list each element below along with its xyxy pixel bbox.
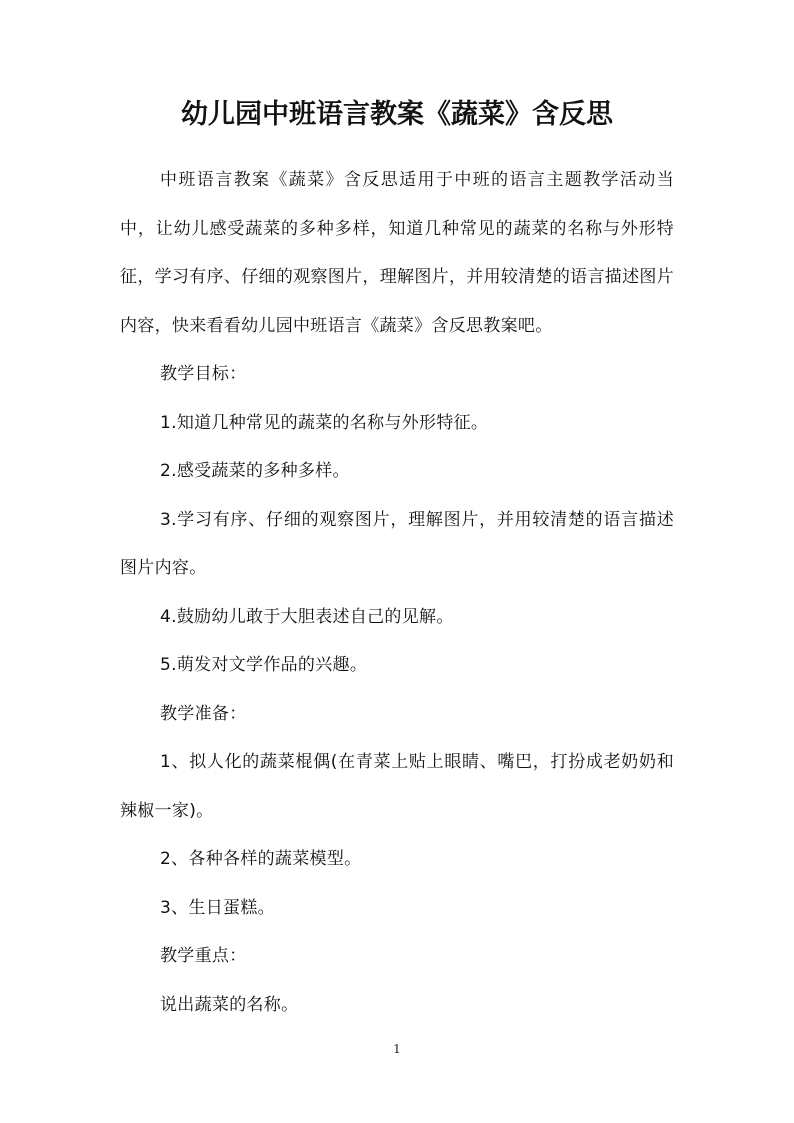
objective-item: 4.鼓励幼儿敢于大胆表述自己的见解。 [160, 606, 454, 627]
document-body [120, 156, 674, 1029]
document-title: 幼儿园中班语言教案《蔬菜》含反思 [181, 99, 613, 130]
preparation-item: 3、生日蛋糕。 [160, 897, 275, 918]
page-number: 1 [393, 1042, 401, 1056]
section-heading-objectives: 教学目标： [160, 364, 247, 384]
objective-item: 5.萌发对文学作品的兴趣。 [160, 655, 368, 675]
preparation-item: 2、各种各样的蔬菜模型。 [160, 849, 362, 869]
key-point-item: 说出蔬菜的名称。 [160, 994, 299, 1015]
objective-item: 3.学习有序、仔细的观察图片，理解图片，并用较清楚的语言描述图片内容。 [120, 509, 674, 578]
objective-item: 1.知道几种常见的蔬菜的名称与外形特征。 [160, 412, 489, 433]
objective-item: 2.感受蔬菜的多种多样。 [160, 461, 350, 481]
preparation-item: 1、拟人化的蔬菜棍偶(在青菜上贴上眼睛、嘴巴，打扮成老奶奶和辣椒一家)。 [120, 752, 674, 821]
section-heading-preparation: 教学准备： [160, 703, 247, 724]
section-heading-key-points: 教学重点： [160, 946, 247, 966]
intro-paragraph: 中班语言教案《蔬菜》含反思适用于中班的语言主题教学活动当中，让幼儿感受蔬菜的多种多样，知道几种常见的蔬菜的名称与外形特征，学习有序、仔细的观察图片，理解图片，并用较清楚的语言描述图片内容，快来看看幼儿园中班语言《蔬菜》含反思教案吧。 [120, 170, 674, 336]
